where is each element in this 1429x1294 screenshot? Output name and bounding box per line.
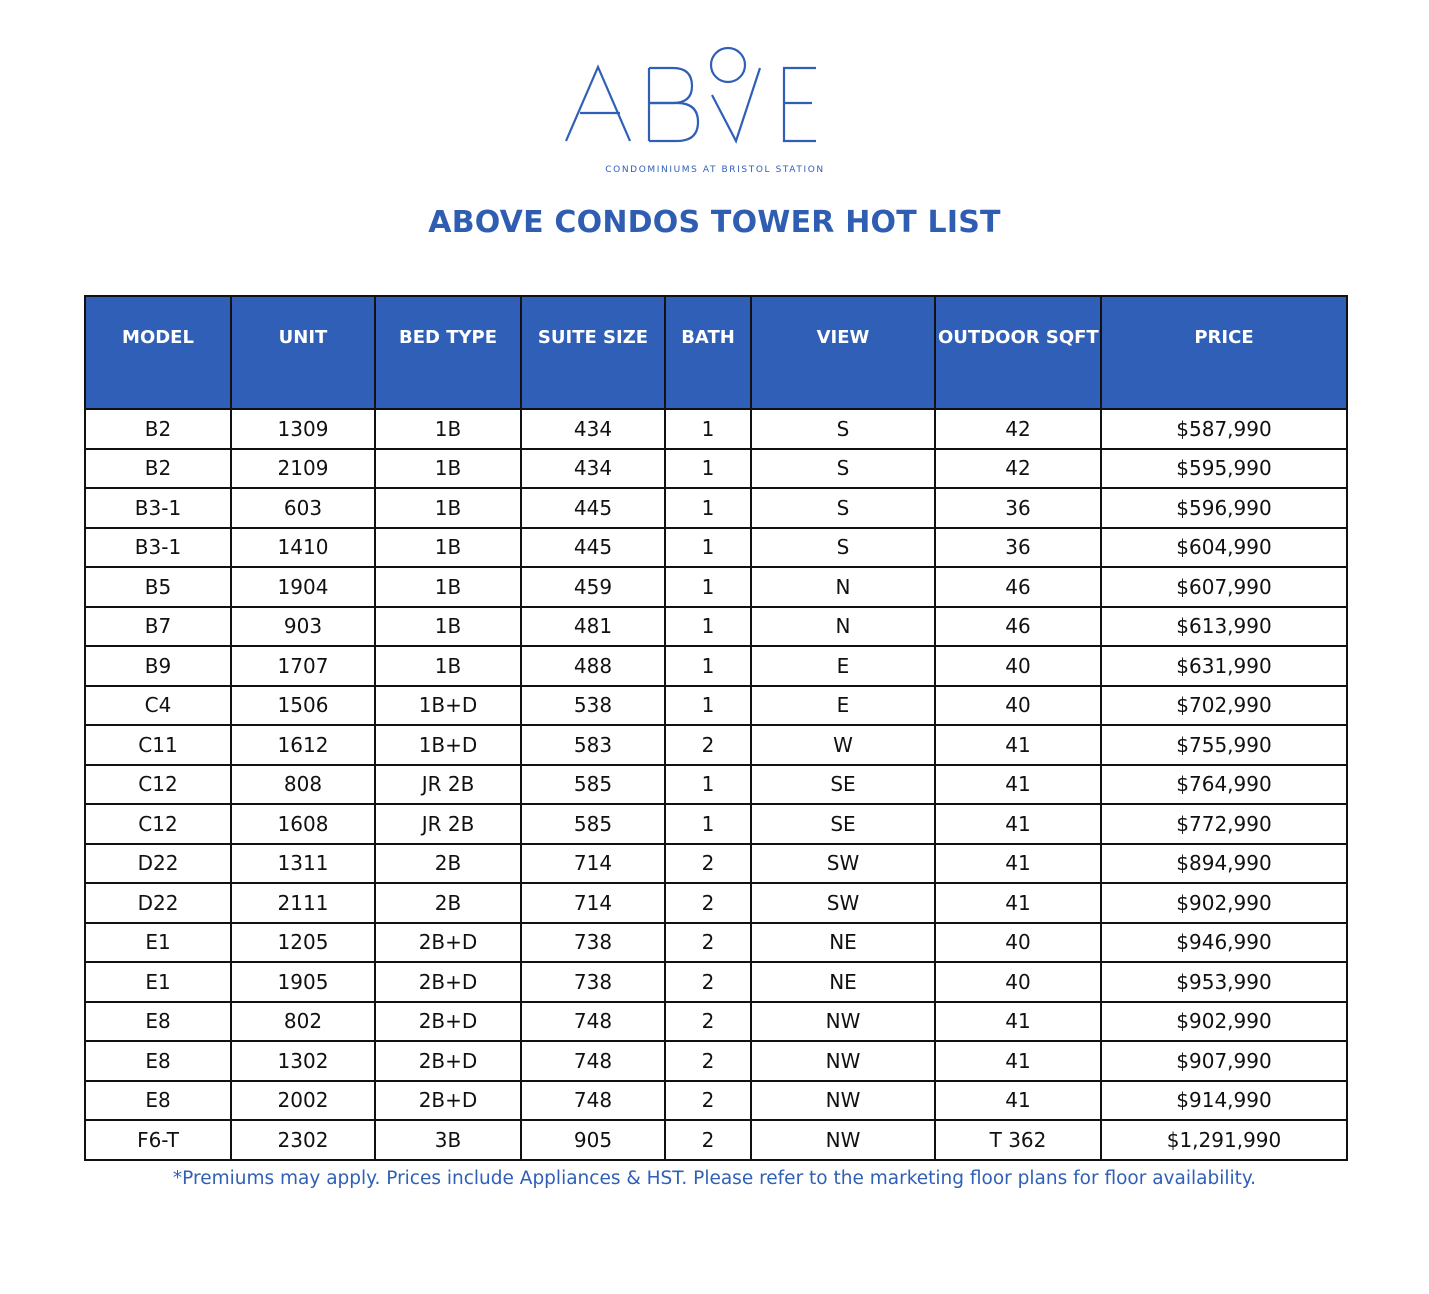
table-row (85, 449, 1347, 489)
cell-outdoor-sqft: 36 (935, 528, 1101, 568)
cell-bath: 1 (665, 567, 751, 607)
cell-price: $772,990 (1101, 804, 1347, 844)
cell-suite-size: 748 (521, 1041, 665, 1081)
table-row (85, 923, 1347, 963)
cell-bed-type: 1B (375, 646, 521, 686)
cell-bed-type: 1B (375, 607, 521, 647)
cell-bed-type: 2B+D (375, 1002, 521, 1042)
cell-suite-size: 538 (521, 686, 665, 726)
cell-bath: 1 (665, 765, 751, 805)
cell-unit: 1707 (231, 646, 375, 686)
cell-unit: 1608 (231, 804, 375, 844)
cell-unit: 603 (231, 488, 375, 528)
cell-bed-type: JR 2B (375, 804, 521, 844)
cell-price: $953,990 (1101, 962, 1347, 1002)
cell-model: D22 (85, 844, 231, 884)
cell-bed-type: 1B (375, 528, 521, 568)
table-row (85, 488, 1347, 528)
cell-unit: 1506 (231, 686, 375, 726)
cell-model: E1 (85, 962, 231, 1002)
cell-outdoor-sqft: 46 (935, 607, 1101, 647)
header-bath: BATH (665, 296, 751, 409)
cell-model: E8 (85, 1041, 231, 1081)
cell-unit: 808 (231, 765, 375, 805)
cell-unit: 2109 (231, 449, 375, 489)
table-row (85, 607, 1347, 647)
cell-bath: 1 (665, 449, 751, 489)
cell-view: S (751, 488, 935, 528)
cell-suite-size: 488 (521, 646, 665, 686)
cell-view: NW (751, 1081, 935, 1121)
footnote: *Premiums may apply. Prices include Appliances & HST. Please refer to the marketing floor plans for floor availability. (172, 1168, 1257, 1189)
cell-suite-size: 481 (521, 607, 665, 647)
header-model: MODEL (85, 296, 231, 409)
cell-outdoor-sqft: 41 (935, 804, 1101, 844)
cell-suite-size: 905 (521, 1120, 665, 1160)
table-body (85, 409, 1347, 1160)
cell-suite-size: 714 (521, 883, 665, 923)
cell-view: S (751, 409, 935, 449)
cell-view: S (751, 528, 935, 568)
cell-bath: 2 (665, 1120, 751, 1160)
cell-unit: 903 (231, 607, 375, 647)
cell-bath: 1 (665, 488, 751, 528)
table-row (85, 1002, 1347, 1042)
cell-outdoor-sqft: 41 (935, 765, 1101, 805)
cell-outdoor-sqft: 41 (935, 844, 1101, 884)
table-row (85, 883, 1347, 923)
cell-bath: 2 (665, 962, 751, 1002)
cell-bed-type: 3B (375, 1120, 521, 1160)
cell-price: $764,990 (1101, 765, 1347, 805)
cell-outdoor-sqft: 41 (935, 1002, 1101, 1042)
cell-outdoor-sqft: 41 (935, 725, 1101, 765)
cell-suite-size: 748 (521, 1002, 665, 1042)
cell-suite-size: 445 (521, 488, 665, 528)
cell-bath: 1 (665, 686, 751, 726)
cell-model: B9 (85, 646, 231, 686)
cell-price: $587,990 (1101, 409, 1347, 449)
cell-view: NW (751, 1002, 935, 1042)
cell-view: NE (751, 923, 935, 963)
header-price: PRICE (1101, 296, 1347, 409)
table-row (85, 528, 1347, 568)
cell-bed-type: 1B+D (375, 686, 521, 726)
cell-unit: 2302 (231, 1120, 375, 1160)
cell-model: F6-T (85, 1120, 231, 1160)
header-view: VIEW (751, 296, 935, 409)
cell-model: C12 (85, 804, 231, 844)
cell-view: SW (751, 883, 935, 923)
logo-wordmark (560, 48, 568, 51)
cell-unit: 1612 (231, 725, 375, 765)
cell-bath: 2 (665, 725, 751, 765)
cell-outdoor-sqft: 40 (935, 646, 1101, 686)
cell-price: $902,990 (1101, 883, 1347, 923)
cell-model: B3-1 (85, 528, 231, 568)
cell-unit: 1309 (231, 409, 375, 449)
cell-price: $596,990 (1101, 488, 1347, 528)
table-row (85, 725, 1347, 765)
cell-view: E (751, 686, 935, 726)
cell-bed-type: 1B (375, 449, 521, 489)
cell-outdoor-sqft: 40 (935, 923, 1101, 963)
cell-price: $702,990 (1101, 686, 1347, 726)
cell-price: $1,291,990 (1101, 1120, 1347, 1160)
table-row (85, 844, 1347, 884)
cell-price: $894,990 (1101, 844, 1347, 884)
cell-bath: 1 (665, 646, 751, 686)
cell-model: B5 (85, 567, 231, 607)
cell-view: N (751, 607, 935, 647)
cell-bed-type: JR 2B (375, 765, 521, 805)
table-header-row (85, 296, 1347, 409)
cell-bed-type: 1B (375, 488, 521, 528)
cell-unit: 1904 (231, 567, 375, 607)
cell-price: $604,990 (1101, 528, 1347, 568)
header-suite-size: SUITE SIZE (521, 296, 665, 409)
table-row (85, 962, 1347, 1002)
cell-view: NW (751, 1041, 935, 1081)
cell-model: B2 (85, 409, 231, 449)
page-title: ABOVE CONDOS TOWER HOT LIST (428, 205, 1001, 240)
cell-bed-type: 1B (375, 567, 521, 607)
table-row (85, 1041, 1347, 1081)
hot-list-table (84, 295, 1348, 1161)
cell-unit: 2111 (231, 883, 375, 923)
cell-suite-size: 738 (521, 923, 665, 963)
cell-model: D22 (85, 883, 231, 923)
cell-bath: 2 (665, 1081, 751, 1121)
table-row (85, 646, 1347, 686)
cell-view: NE (751, 962, 935, 1002)
table-row (85, 1120, 1347, 1160)
cell-bed-type: 2B+D (375, 923, 521, 963)
cell-view: E (751, 646, 935, 686)
cell-suite-size: 583 (521, 725, 665, 765)
cell-bed-type: 1B+D (375, 725, 521, 765)
cell-outdoor-sqft: 40 (935, 962, 1101, 1002)
header-bed-type: BED TYPE (375, 296, 521, 409)
cell-outdoor-sqft: 41 (935, 883, 1101, 923)
cell-outdoor-sqft: 41 (935, 1081, 1101, 1121)
above-logo (560, 40, 870, 180)
cell-outdoor-sqft: 36 (935, 488, 1101, 528)
cell-view: NW (751, 1120, 935, 1160)
cell-view: SE (751, 804, 935, 844)
table-row (85, 567, 1347, 607)
cell-bath: 1 (665, 528, 751, 568)
cell-model: E8 (85, 1002, 231, 1042)
cell-bath: 2 (665, 1041, 751, 1081)
cell-price: $755,990 (1101, 725, 1347, 765)
cell-view: W (751, 725, 935, 765)
cell-unit: 1905 (231, 962, 375, 1002)
cell-suite-size: 714 (521, 844, 665, 884)
cell-outdoor-sqft: 46 (935, 567, 1101, 607)
cell-bath: 1 (665, 607, 751, 647)
cell-suite-size: 434 (521, 449, 665, 489)
cell-bath: 1 (665, 804, 751, 844)
cell-model: B7 (85, 607, 231, 647)
cell-outdoor-sqft: 41 (935, 1041, 1101, 1081)
cell-price: $631,990 (1101, 646, 1347, 686)
cell-unit: 802 (231, 1002, 375, 1042)
cell-outdoor-sqft: 42 (935, 449, 1101, 489)
cell-bed-type: 2B+D (375, 1081, 521, 1121)
cell-view: N (751, 567, 935, 607)
cell-suite-size: 748 (521, 1081, 665, 1121)
cell-price: $907,990 (1101, 1041, 1347, 1081)
cell-bed-type: 2B (375, 883, 521, 923)
cell-unit: 1410 (231, 528, 375, 568)
logo-tagline: CONDOMINIUMS AT BRISTOL STATION (605, 165, 825, 175)
cell-unit: 1205 (231, 923, 375, 963)
cell-model: E1 (85, 923, 231, 963)
cell-unit: 1302 (231, 1041, 375, 1081)
cell-view: SE (751, 765, 935, 805)
cell-bed-type: 2B (375, 844, 521, 884)
cell-price: $613,990 (1101, 607, 1347, 647)
table-row (85, 409, 1347, 449)
cell-suite-size: 434 (521, 409, 665, 449)
cell-suite-size: 459 (521, 567, 665, 607)
cell-price: $595,990 (1101, 449, 1347, 489)
header-outdoor-sqft: OUTDOOR SQFT (935, 296, 1101, 409)
cell-price: $902,990 (1101, 1002, 1347, 1042)
cell-bath: 2 (665, 923, 751, 963)
cell-bath: 2 (665, 883, 751, 923)
cell-bath: 2 (665, 1002, 751, 1042)
cell-model: B3-1 (85, 488, 231, 528)
cell-unit: 1311 (231, 844, 375, 884)
cell-view: S (751, 449, 935, 489)
cell-price: $946,990 (1101, 923, 1347, 963)
cell-bed-type: 1B (375, 409, 521, 449)
cell-suite-size: 585 (521, 765, 665, 805)
cell-outdoor-sqft: 42 (935, 409, 1101, 449)
cell-model: C12 (85, 765, 231, 805)
cell-outdoor-sqft: 40 (935, 686, 1101, 726)
cell-outdoor-sqft: T 362 (935, 1120, 1101, 1160)
cell-bath: 2 (665, 844, 751, 884)
table-row (85, 1081, 1347, 1121)
cell-model: C4 (85, 686, 231, 726)
cell-view: SW (751, 844, 935, 884)
cell-price: $607,990 (1101, 567, 1347, 607)
cell-model: E8 (85, 1081, 231, 1121)
cell-model: B2 (85, 449, 231, 489)
cell-suite-size: 585 (521, 804, 665, 844)
cell-price: $914,990 (1101, 1081, 1347, 1121)
header-unit: UNIT (231, 296, 375, 409)
cell-bed-type: 2B+D (375, 962, 521, 1002)
cell-unit: 2002 (231, 1081, 375, 1121)
table-row (85, 804, 1347, 844)
cell-bed-type: 2B+D (375, 1041, 521, 1081)
cell-bath: 1 (665, 409, 751, 449)
table-row (85, 686, 1347, 726)
cell-model: C11 (85, 725, 231, 765)
cell-suite-size: 738 (521, 962, 665, 1002)
table-row (85, 765, 1347, 805)
cell-suite-size: 445 (521, 528, 665, 568)
